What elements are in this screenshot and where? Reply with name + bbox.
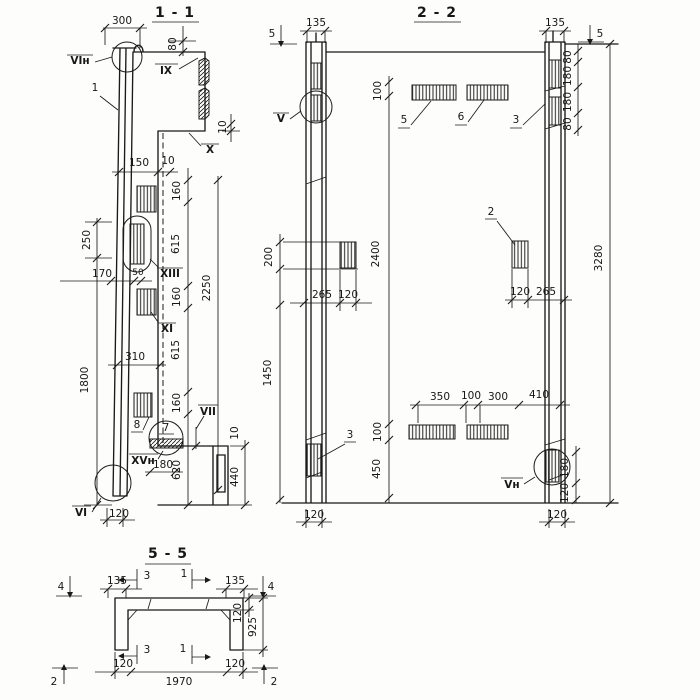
dim-150: 150 — [128, 157, 150, 169]
section-5-5-title: 5 - 5 — [147, 546, 189, 562]
dim-50: 50 — [132, 268, 144, 278]
dim-120: 120 — [303, 509, 325, 521]
pos-label-6: 6 — [457, 111, 465, 123]
pos-label-7: 7 — [162, 422, 170, 434]
node-label-ix: IX — [159, 65, 173, 77]
node-label-x: X — [205, 144, 215, 156]
section-5-5 — [51, 546, 278, 688]
dim-10: 10 — [161, 155, 175, 167]
embedded-plate — [546, 450, 559, 482]
dim-350: 350 — [429, 391, 451, 403]
dim-135: 135 — [544, 17, 566, 29]
section-marker-5-left: 5 — [268, 28, 276, 40]
dim-450: 450 — [371, 458, 383, 480]
dim-100: 100 — [460, 390, 482, 402]
node-label-vn: Vн — [504, 479, 520, 491]
embedded-plate — [467, 425, 508, 439]
dim-120: 120 — [232, 602, 244, 624]
dim-3280: 3280 — [593, 244, 605, 272]
dim-120: 120 — [509, 286, 531, 298]
pos-label-2: 2 — [487, 206, 495, 218]
section-marker-1-top: 1 — [180, 568, 188, 580]
pos-label-3: 3 — [512, 114, 520, 126]
dim-615: 615 — [170, 233, 182, 255]
embedded-plate — [340, 242, 356, 268]
dim-2250: 2250 — [201, 274, 213, 302]
section-marker-2-right: 2 — [270, 676, 278, 688]
node-label-vii: VII — [200, 406, 216, 418]
dim-120: 120 — [559, 482, 571, 504]
dim-1970: 1970 — [165, 676, 193, 688]
dim-120: 120 — [224, 658, 246, 670]
seat-plate — [150, 439, 183, 448]
embedded-plate — [137, 289, 156, 315]
dim-180: 180 — [562, 91, 574, 113]
dim-100: 100 — [372, 421, 384, 443]
dim-80: 80 — [562, 50, 574, 64]
dim-10: 10 — [217, 120, 229, 134]
section-marker-4-left: 4 — [57, 581, 65, 593]
dim-80: 80 — [562, 117, 574, 131]
embedded-plate — [311, 63, 322, 89]
dim-120: 120 — [108, 508, 130, 520]
section-2-2 — [262, 5, 618, 528]
node-label-vi: VI — [74, 507, 88, 519]
notched-plate — [199, 88, 209, 119]
dim-180: 180 — [562, 65, 574, 87]
dim-160: 160 — [171, 180, 183, 202]
dim-180: 180 — [559, 457, 571, 479]
dim-80: 80 — [167, 37, 179, 51]
dim-120: 120 — [337, 289, 359, 301]
node-label-vin: VIн — [70, 55, 90, 67]
dim-925: 925 — [247, 616, 259, 638]
dim-120: 120 — [112, 658, 134, 670]
embedded-plate — [512, 241, 528, 268]
dim-2400: 2400 — [370, 240, 382, 268]
pos-label-5: 5 — [400, 114, 408, 126]
node-label-v: V — [276, 113, 286, 125]
section-marker-1-bottom: 1 — [179, 643, 187, 655]
dim-410: 410 — [528, 389, 550, 401]
embedded-plate — [134, 393, 152, 417]
section-marker-3-top: 3 — [143, 570, 151, 582]
section-1-1-title: 1 - 1 — [154, 5, 196, 21]
dim-160: 160 — [171, 286, 183, 308]
dim-1800: 1800 — [79, 366, 91, 394]
dim-250: 250 — [81, 229, 93, 251]
dim-120: 120 — [546, 509, 568, 521]
embedded-plate — [307, 444, 321, 476]
embedded-plate — [311, 95, 322, 121]
section-2-2-title: 2 - 2 — [416, 5, 458, 21]
dim-180: 180 — [152, 459, 174, 471]
section-marker-5-right: 5 — [596, 28, 604, 40]
pos-label-3-bottom: 3 — [346, 429, 354, 441]
dim-620: 620 — [171, 459, 183, 481]
embedded-plate — [130, 224, 144, 264]
dim-440: 440 — [229, 466, 241, 488]
dim-135: 135 — [305, 17, 327, 29]
embedded-plate — [412, 85, 456, 100]
pos-label-8: 8 — [133, 419, 141, 431]
dim-10: 10 — [229, 426, 241, 440]
section-marker-2-left: 2 — [50, 676, 58, 688]
embedded-plate — [409, 425, 455, 439]
embedded-plate — [467, 85, 508, 100]
dim-170: 170 — [91, 268, 113, 280]
embedded-plate — [549, 97, 561, 125]
section-1-1 — [60, 5, 252, 527]
node-label-xvn: XVн — [131, 455, 155, 467]
dim-300: 300 — [487, 391, 509, 403]
node-label-xi: XI — [160, 323, 174, 335]
dim-310: 310 — [124, 351, 146, 363]
dim-135: 135 — [106, 575, 128, 587]
embedded-plate — [137, 186, 156, 212]
dim-615: 615 — [170, 339, 182, 361]
dim-200: 200 — [263, 246, 275, 268]
detail-circle-vin — [112, 42, 142, 72]
dim-300: 300 — [111, 15, 133, 27]
notched-plate — [199, 58, 209, 85]
dim-265: 265 — [535, 286, 557, 298]
dim-265: 265 — [311, 289, 333, 301]
embedded-plate — [549, 60, 561, 88]
dim-135: 135 — [224, 575, 246, 587]
node-label-xiii: XIII — [160, 268, 180, 280]
dim-1450: 1450 — [262, 359, 274, 387]
dim-160: 160 — [171, 392, 183, 414]
dim-100: 100 — [372, 80, 384, 102]
section-marker-3-bottom: 3 — [143, 644, 151, 656]
section-marker-4-right: 4 — [267, 581, 275, 593]
pos-label-1: 1 — [91, 82, 99, 94]
splice-marks — [306, 86, 565, 480]
